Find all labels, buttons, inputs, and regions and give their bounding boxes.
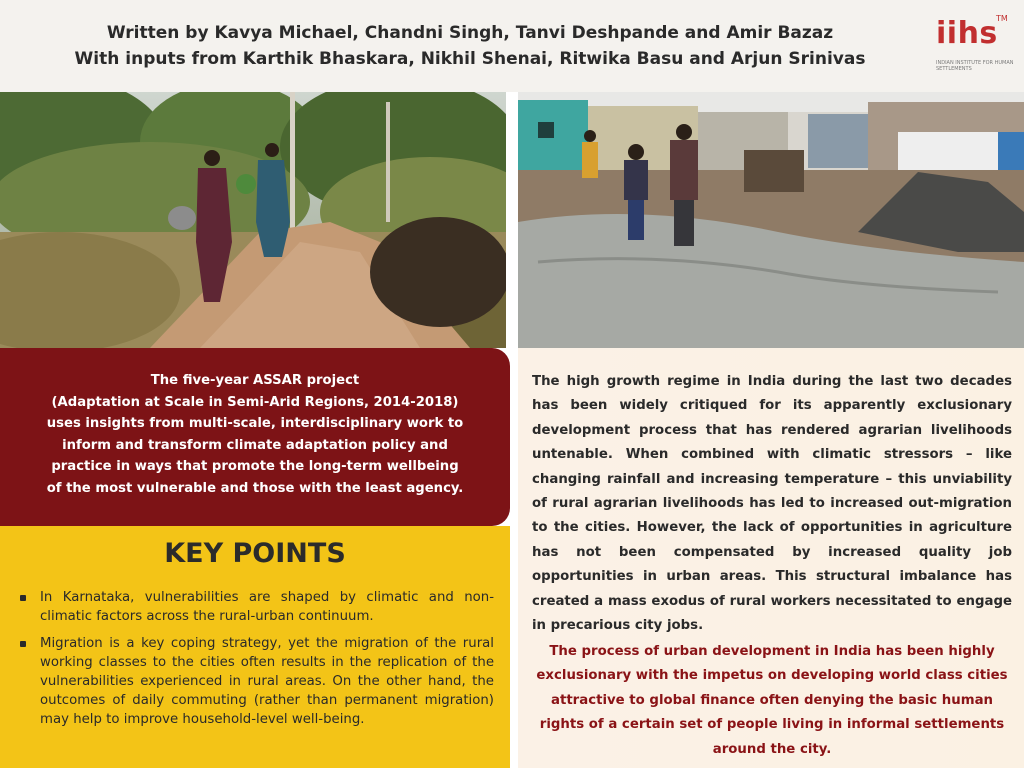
key-point-text: In Karnataka, vulnerabilities are shaped by climatic and non-climatic factors across the rural-urban continuum. — [40, 590, 494, 624]
authors-line-1: Written by Kavya Michael, Chandni Singh, Tanvi Deshpande and Amir Bazaz — [106, 23, 834, 43]
key-points-title: KEY POINTS — [164, 538, 346, 569]
highlight-quote: The process of urban development in India has been highly exclusionary with the impetus on developing world class cities attractive to global finance often denying the basic human rights of a certain set of people living in informal settlements around the city. — [536, 644, 1008, 757]
logo-subtitle: INDIAN INSTITUTE FOR HUMAN SETTLEMENTS — [936, 60, 1014, 72]
project-line-4: inform and transform climate adaptation policy and — [62, 437, 448, 453]
key-point-item — [20, 588, 494, 626]
photo-urban-settlement — [518, 92, 1024, 348]
person-figure-2 — [670, 124, 698, 246]
bullet-icon — [20, 641, 26, 647]
logo-text: iihs — [936, 16, 998, 51]
project-line-3: uses insights from multi-scale, interdisciplinary work to — [46, 416, 464, 431]
project-line-1: The five-year ASSAR project — [150, 373, 360, 388]
rural-road-illustration — [0, 92, 506, 348]
authors-block — [0, 20, 940, 72]
project-description — [22, 370, 488, 499]
project-description-box — [0, 348, 510, 526]
iihs-logo — [928, 14, 1018, 84]
authors-line-2: With inputs from Karthik Bhaskara, Nikhil Shenai, Ritwika Basu and Arjun Srinivas — [74, 49, 866, 69]
key-point-text: Migration is a key coping strategy, yet the migration of the rural working classes to the cities often results in the replication of the vulnerabilities experienced in rural areas. On the other hand, the outcomes of daily commuting (rather than permanent migration) may help to improve household-level well-being. — [40, 636, 494, 727]
project-line-6: of the most vulnerable and those with the least agency. — [46, 480, 464, 496]
bullet-icon — [20, 595, 26, 601]
logo-trademark: TM — [996, 14, 1008, 23]
photo-rural-road — [0, 92, 506, 348]
right-text-column — [518, 348, 1024, 768]
project-line-2: (Adaptation at Scale in Semi-Arid Regions, 2014-2018) — [51, 394, 459, 410]
key-points-list — [20, 588, 494, 737]
urban-settlement-illustration — [518, 92, 1024, 348]
photo-separator — [506, 92, 518, 348]
project-line-5: practice in ways that promote the long-term wellbeing — [51, 459, 459, 474]
body-paragraph: The high growth regime in India during the last two decades has been widely critiqued for its apparently exclusionary development process that has rendered agrarian livelihoods untenable. When combined with climatic stressors – like changing rainfall and increasing temperature – this unviability of rural agrarian livelihoods has led to increased out-migration to the cities. However, the lack of opportunities in agriculture has not been compensated by increased quality job opportunities in urban areas. This structural imbalance has created a mass exodus of rural workers necessitated to engage in precarious city jobs. — [532, 374, 1012, 634]
key-points-section — [0, 526, 510, 768]
header — [0, 0, 1024, 92]
key-point-item — [20, 634, 494, 729]
person-figure-3 — [582, 130, 598, 178]
